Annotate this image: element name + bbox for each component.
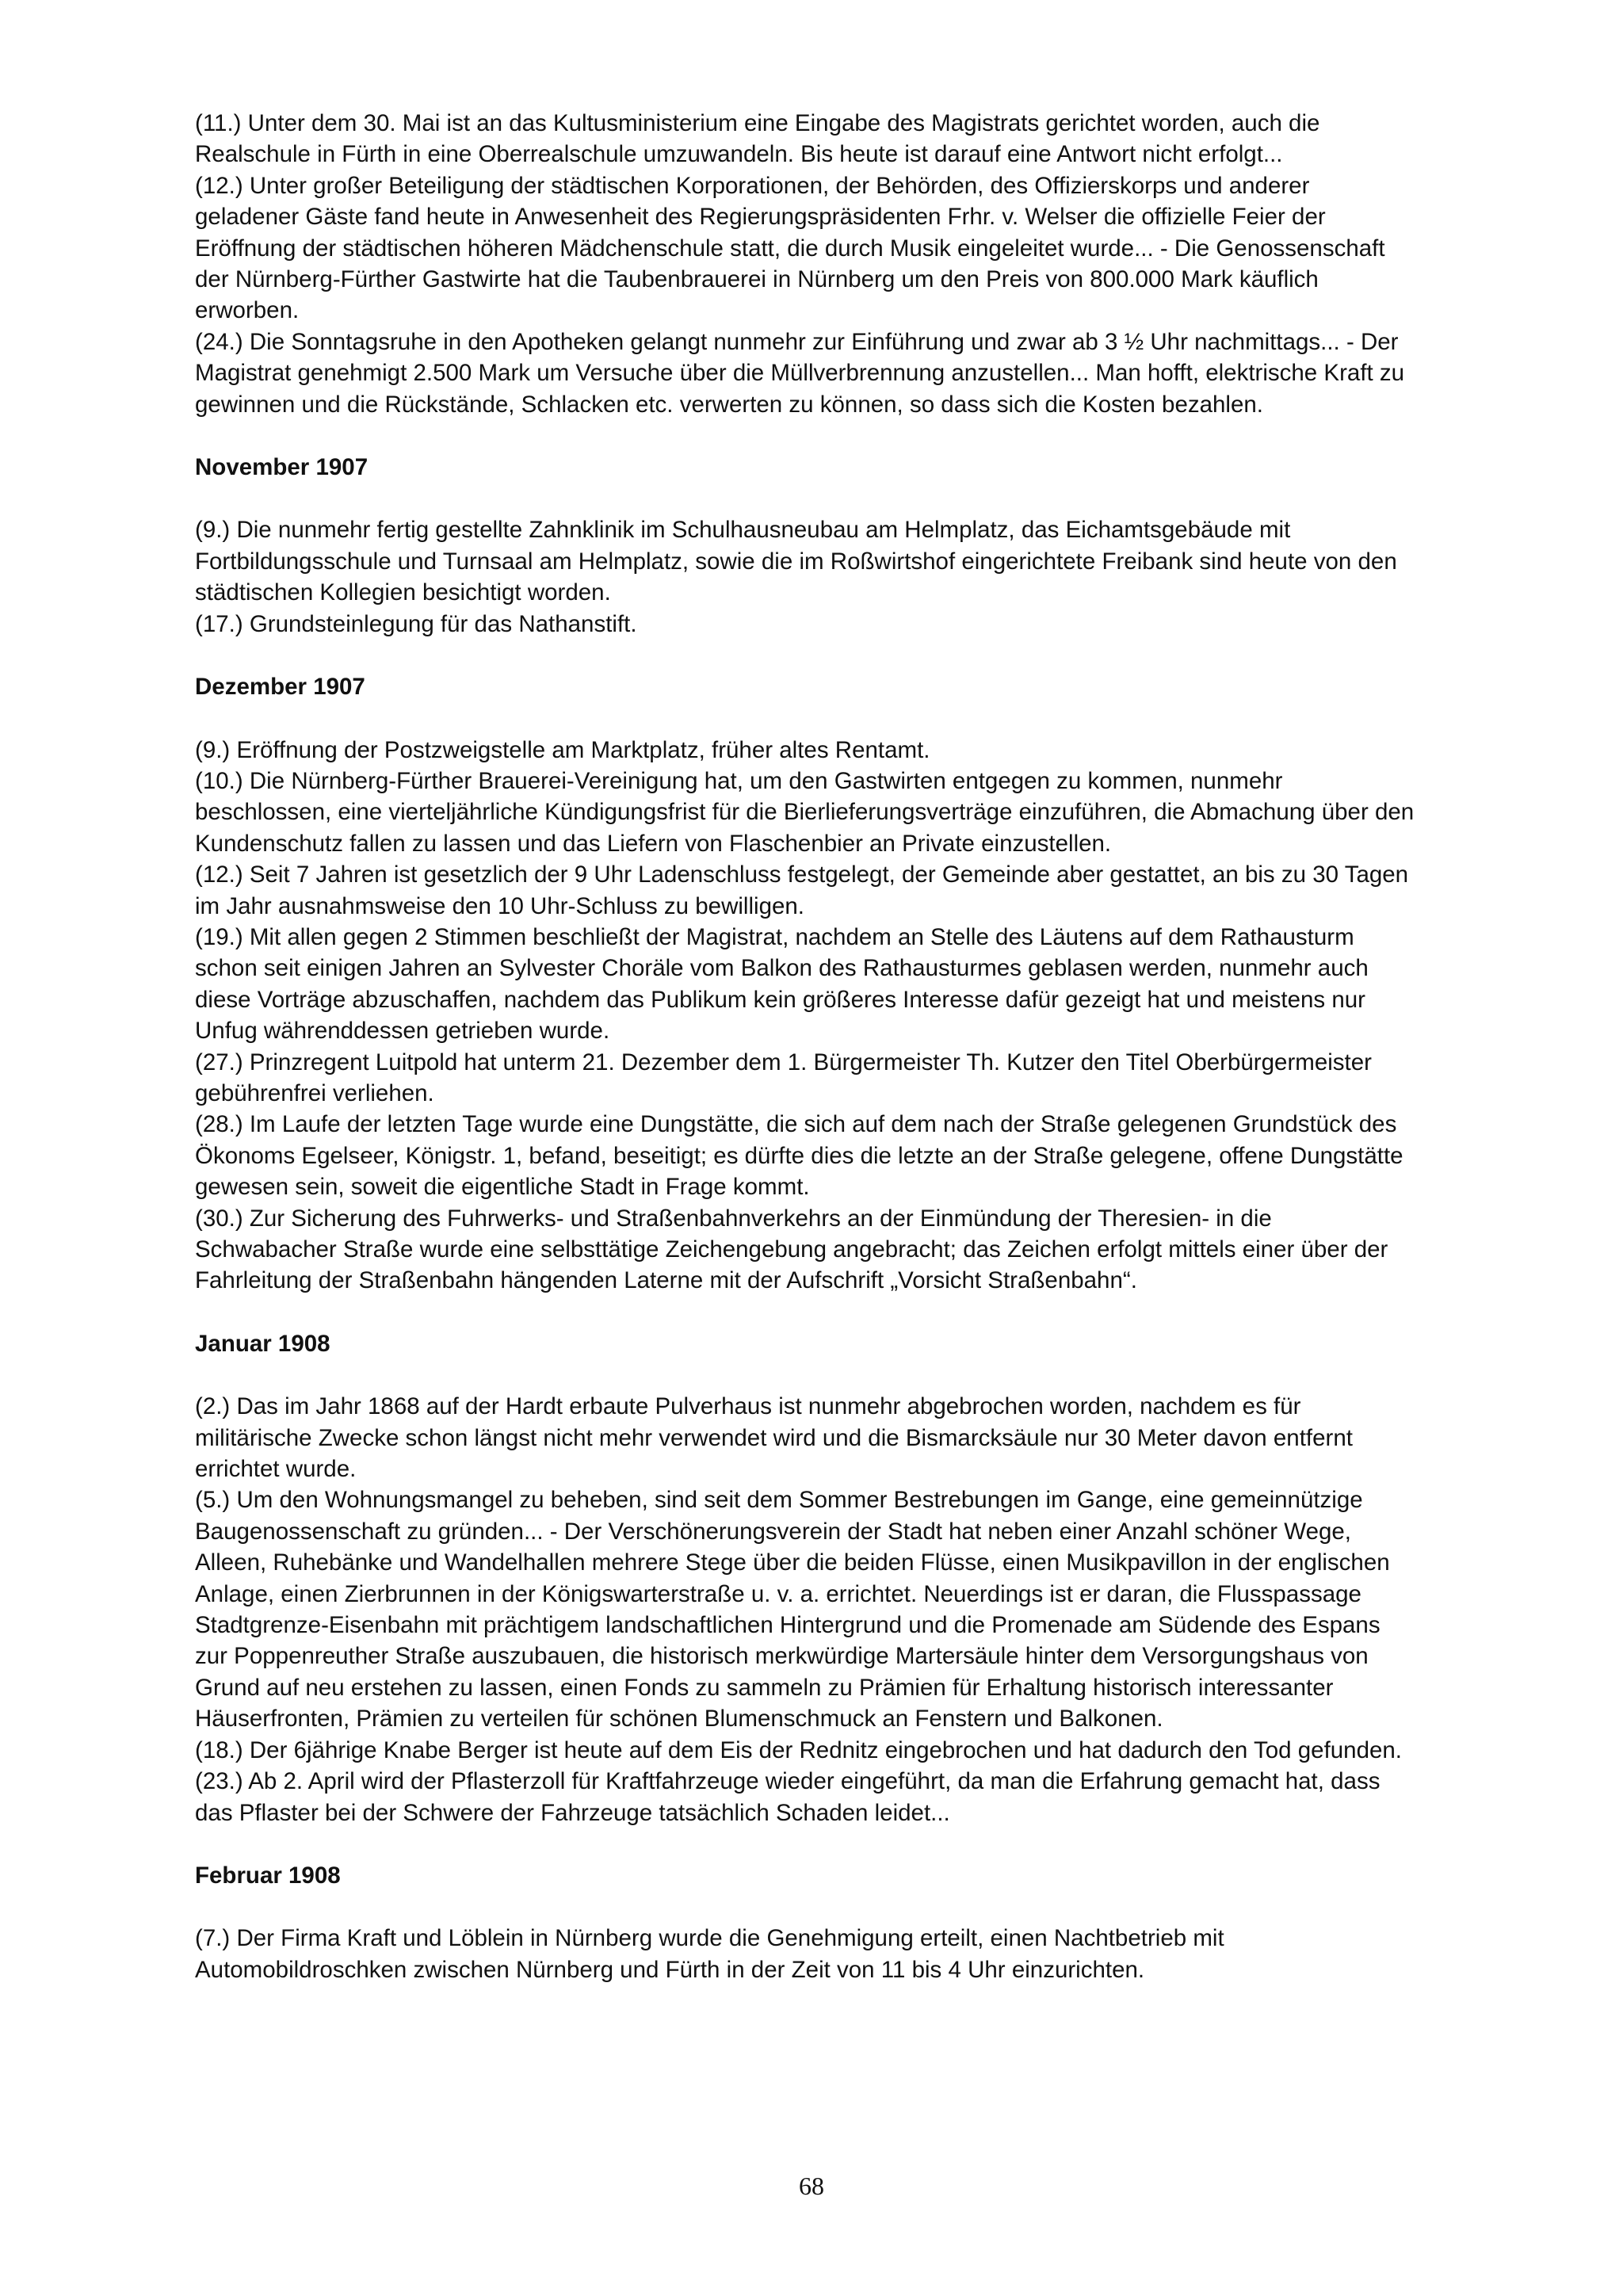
entry-jan-5: (5.) Um den Wohnungsmangel zu beheben, sind seit dem Sommer Bestrebungen im Gange, eine gemeinnützige Baugenossenschaft zu gründen... - Der Verschönerungsverein der Stadt hat neben einer Anzahl schöner Wege, Alleen, Ruhebänke und Wandelhallen mehrere Stege über die beiden Flüsse, einen Musikpavillon in der englischen Anlage, einen Zierbrunnen in der Königswarterstraße u. v. a. errichtet. Neuerdings ist er daran, die Flusspassage Stadtgrenze-Eisenbahn mit prächtigem landschaftlichen Hintergrund und die Promenade am Südende des Espans zur Poppenreuther Straße auszubauen, die historisch merkwürdige Martersäule hinter dem Versorgungshaus von Grund auf neu erstehen zu lassen, einen Fonds zu sammeln zu Prämien für Erhaltung historisch interessanter Häuserfronten, Prämien zu verteilen für schönen Blumenschmuck an Fenstern und Balkonen. — [195, 1487, 1390, 1733]
entry-dec-27: (27.) Prinzregent Luitpold hat unterm 21. Dezember dem 1. Bürgermeister Th. Kutzer den Titel Oberbürgermeister gebührenfrei verliehen. — [195, 1049, 1372, 1106]
entry-intro-24: (24.) Die Sonntagsruhe in den Apotheken gelangt nunmehr zur Einführung und zwar ab 3 ½ Uhr nachmittags... - Der Magistrat genehmigt 2.500 Mark um Versuche über die Müllverbrennung anzustellen... Man hofft, elektrische Kraft zu gewinnen und die Rückstände, Schlacken etc. verwerten zu können, so dass sich die Kosten bezahlen. — [195, 328, 1405, 418]
entry-dec-9: (9.) Eröffnung der Postzweigstelle am Marktplatz, früher altes Rentamt. — [195, 736, 930, 763]
section-heading: Februar 1908 — [195, 1862, 341, 1889]
section-januar-1908 — [195, 1328, 1415, 1828]
entry-dec-10: (10.) Die Nürnberg-Fürther Brauerei-Vereinigung hat, um den Gastwirten entgegen zu kommen, nunmehr beschlossen, eine vierteljährliche Kündigungsfrist für die Bierlieferungsverträge einzuführen, die Abmachung über den Kundenschutz fallen zu lassen und das Liefern von Flaschenbier an Private einzustellen. — [195, 767, 1415, 857]
page-number: 68 — [799, 2172, 824, 2200]
entry-nov-17: (17.) Grundsteinlegung für das Nathanstift. — [195, 610, 637, 637]
entry-jan-18: (18.) Der 6jährige Knabe Berger ist heute auf dem Eis der Rednitz eingebrochen und hat dadurch den Tod gefunden. — [195, 1736, 1402, 1763]
section-heading: Januar 1908 — [195, 1330, 330, 1357]
entry-dec-12: (12.) Seit 7 Jahren ist gesetzlich der 9 Uhr Ladenschluss festgelegt, der Gemeinde aber gestattet, an bis zu 30 Tagen im Jahr ausnahmsweise den 10 Uhr-Schluss zu bewilligen. — [195, 861, 1409, 919]
entry-intro-11: (11.) Unter dem 30. Mai ist an das Kultusministerium eine Eingabe des Magistrats gerichtet worden, auch die Realschule in Fürth in eine Oberrealschule umzuwandeln. Bis heute ist darauf eine Antwort nicht erfolgt... — [195, 110, 1320, 168]
entry-intro-12: (12.) Unter großer Beteiligung der städtischen Korporationen, der Behörden, des Offizierskorps und anderer geladener Gäste fand heute in Anwesenheit des Regierungspräsidenten Frhr. v. Welser die offizielle Feier der Eröffnung der städtischen höheren Mädchenschule statt, die durch Musik eingeleitet wurde... - Die Genossenschaft der Nürnberg-Fürther Gastwirte hat die Taubenbrauerei in Nürnberg um den Preis von 800.000 Mark käuflich erworben. — [195, 172, 1385, 324]
section-februar-1908 — [195, 1860, 1415, 1985]
document-page — [195, 108, 1415, 1985]
entry-dec-30: (30.) Zur Sicherung des Fuhrwerks- und Straßenbahnverkehrs an der Einmündung der Theresien- in die Schwabacher Straße wurde eine selbsttätige Zeichengebung angebracht; das Zeichen erfolgt mittels einer über der Fahrleitung der Straßenbahn hängenden Laterne mit der Aufschrift „Vorsicht Straßenbahn“. — [195, 1205, 1388, 1294]
entry-feb-7: (7.) Der Firma Kraft und Löblein in Nürnberg wurde die Genehmigung erteilt, einen Nachtbetrieb mit Automobildroschken zwischen Nürnberg und Fürth in der Zeit von 11 bis 4 Uhr einzurichten. — [195, 1925, 1224, 1983]
section-dezember-1907 — [195, 671, 1415, 1297]
section-november-1907 — [195, 452, 1415, 640]
entry-nov-9: (9.) Die nunmehr fertig gestellte Zahnklinik im Schulhausneubau am Helmplatz, das Eichamtsgebäude mit Fortbildungsschule und Turnsaal am Helmplatz, sowie die im Roßwirtshof eingerichtete Freibank sind heute von den städtischen Kollegien besichtigt worden. — [195, 517, 1397, 606]
section-heading: Dezember 1907 — [195, 674, 365, 701]
entry-jan-2: (2.) Das im Jahr 1868 auf der Hardt erbaute Pulverhaus ist nunmehr abgebrochen worden, nachdem es für militärische Zwecke schon längst nicht mehr verwendet wird und die Bismarcksäule nur 30 Meter davon entfernt errichtet wurde. — [195, 1393, 1353, 1483]
section-heading: November 1907 — [195, 454, 369, 481]
entry-jan-23: (23.) Ab 2. April wird der Pflasterzoll für Kraftfahrzeuge wieder eingeführt, da man die Erfahrung gemacht hat, dass das Pflaster bei der Schwere der Fahrzeuge tatsächlich Schaden leidet... — [195, 1768, 1381, 1826]
entry-dec-19: (19.) Mit allen gegen 2 Stimmen beschließt der Magistrat, nachdem an Stelle des Läutens auf dem Rathausturm schon seit einigen Jahren an Sylvester Choräle vom Balkon des Rathausturmes geblasen werden, nunmehr auch diese Vorträge abzuschaffen, nachdem das Publikum kein größeres Interesse dafür gezeigt hat und meistens nur Unfug währenddessen getrieben wurde. — [195, 923, 1369, 1045]
entry-dec-28: (28.) Im Laufe der letzten Tage wurde eine Dungstätte, die sich auf dem nach der Straße gelegenen Grundstück des Ökonoms Egelseer, Königstr. 1, befand, beseitigt; es dürfte dies die letzte an der Straße gelegene, offene Dungstätte gewesen sein, soweit die eigentliche Stadt in Frage kommt. — [195, 1111, 1403, 1201]
section-intro — [195, 108, 1415, 420]
